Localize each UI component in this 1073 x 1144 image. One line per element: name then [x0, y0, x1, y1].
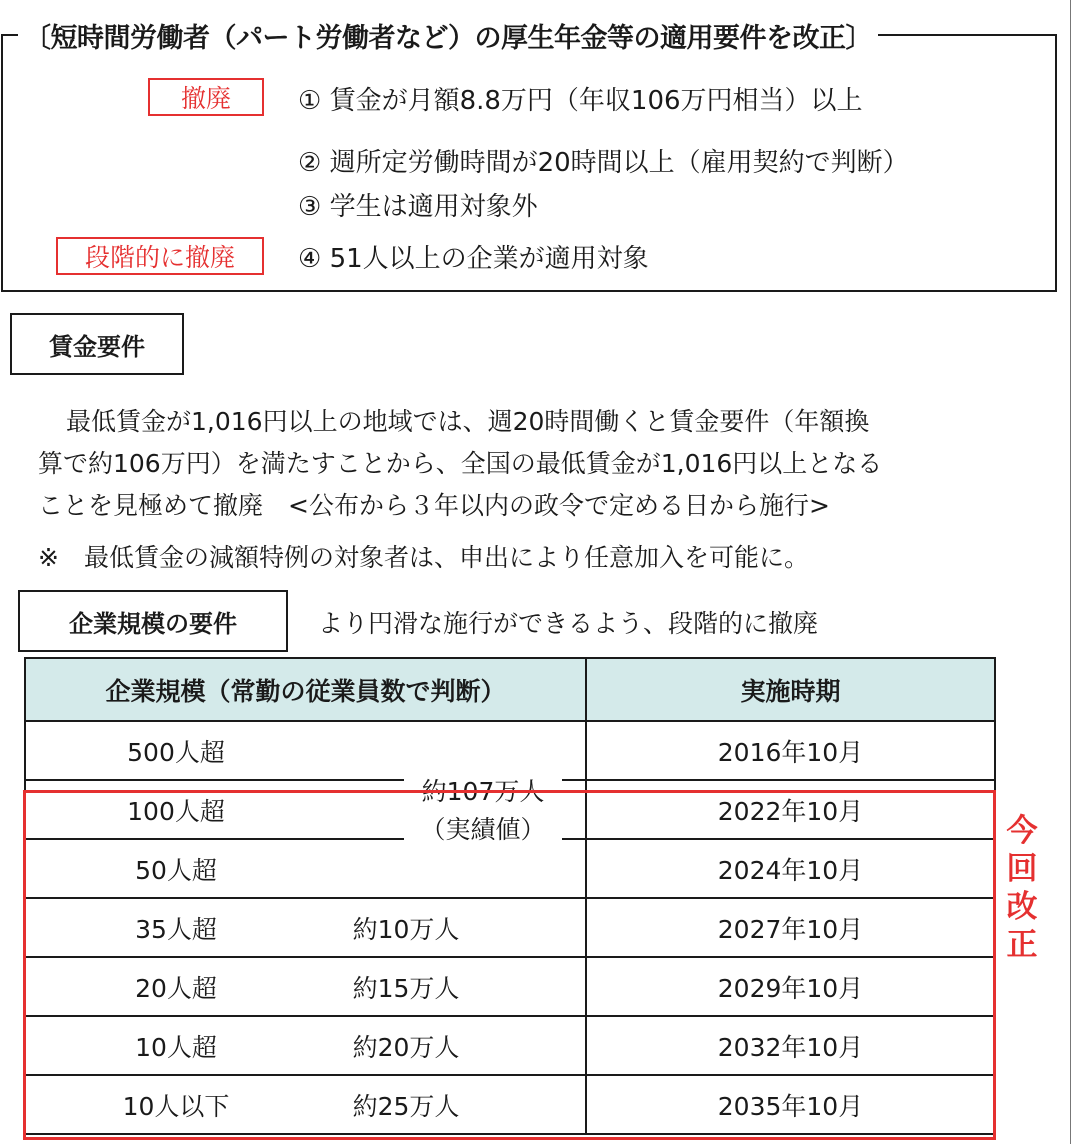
wage-note: ※ 最低賃金の減額特例の対象者は、申出により任意加入を可能に。 [38, 543, 809, 572]
row-count: 約10万人 [352, 914, 460, 944]
table-row [25, 957, 995, 1016]
merged-count-value: 約107万人 [421, 777, 545, 806]
requirement-item-4: ④ 51人以上の企業が適用対象 [298, 244, 649, 274]
wage-section-label: 賃金要件 [10, 313, 184, 375]
row-size: 50人超 [135, 855, 217, 885]
row-date: 2027年10月 [586, 898, 995, 957]
row-size: 10人以下 [122, 1091, 230, 1121]
table-row [25, 1075, 995, 1134]
row-date: 2032年10月 [586, 1016, 995, 1075]
wage-paragraph-line-1: 最低賃金が1,016円以上の地域では、週20時間働くと賃金要件（年額換 [66, 407, 870, 436]
row-size: 35人超 [135, 914, 217, 944]
wage-paragraph-line-3: ことを見極めて撤廃 <公布から３年以内の政令で定める日から施行> [38, 491, 830, 520]
table-row [25, 1016, 995, 1075]
row-size: 500人超 [127, 737, 225, 767]
row-count: 約25万人 [352, 1091, 460, 1121]
row-count: 約20万人 [352, 1032, 460, 1062]
table-row [25, 721, 995, 780]
row-date: 2035年10月 [586, 1075, 995, 1134]
scale-section-label: 企業規模の要件 [18, 590, 288, 652]
requirement-item-2: ② 週所定労働時間が20時間以上（雇用契約で判断） [298, 148, 909, 178]
merged-count-label [404, 773, 562, 849]
header-company-size: 企業規模（常勤の従業員数で判断） [25, 658, 586, 721]
merged-count-note: （実績値） [420, 815, 546, 844]
revision-label: 今 回 改 正 [1006, 813, 1038, 963]
row-count: 約15万人 [352, 973, 460, 1003]
requirement-item-3: ③ 学生は適用対象外 [298, 192, 538, 222]
requirement-item-1: ① 賃金が月額8.8万円（年収106万円相当）以上 [298, 86, 863, 116]
margin-line [1070, 0, 1071, 1144]
phased-abolish-label: 段階的に撤廃 [56, 237, 264, 275]
scale-description: より円滑な施行ができるよう、段階的に撤廃 [318, 609, 819, 638]
row-date: 2029年10月 [586, 957, 995, 1016]
schedule-table [24, 657, 996, 1135]
row-size: 10人超 [135, 1032, 217, 1062]
header-implementation-date: 実施時期 [586, 658, 995, 721]
row-size: 20人超 [135, 973, 217, 1003]
row-size: 100人超 [127, 796, 225, 826]
row-date: 2016年10月 [586, 721, 995, 780]
wage-paragraph-line-2: 算で約106万円）を満たすことから、全国の最低賃金が1,016円以上となる [38, 449, 883, 478]
row-date: 2022年10月 [586, 780, 995, 839]
abolish-label: 撤廃 [148, 78, 264, 116]
requirements-title: 〔短時間労働者（パート労働者など）の厚生年金等の適用要件を改正〕 [18, 16, 878, 55]
row-date: 2024年10月 [586, 839, 995, 898]
table-row [25, 898, 995, 957]
